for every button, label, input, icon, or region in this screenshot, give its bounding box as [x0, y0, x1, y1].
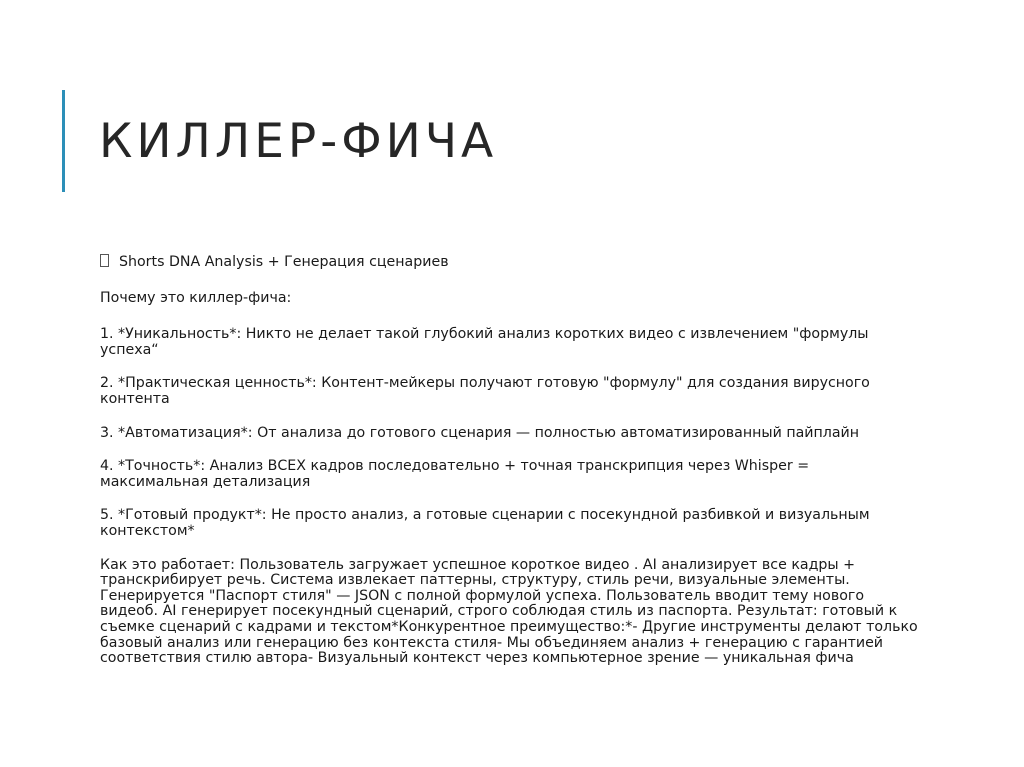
lead-text: Почему это киллер-фича:	[100, 289, 292, 306]
point-practical-value: 2. *Практическая ценность*: Контент-мейкеры получают готовую "формулу" для создания вирусного контента	[100, 375, 870, 407]
point-accuracy: 4. *Точность*: Анализ ВСЕХ кадров последовательно + точная транскрипция через Whisper = максимальная детализация	[100, 458, 810, 490]
point-uniqueness: 1. *Уникальность*: Никто не делает такой глубокий анализ коротких видео с извлечением "формулы успеха“	[100, 326, 869, 358]
intro-text: Shorts DNA Analysis + Генерация сценариев	[119, 254, 449, 270]
slide-body	[100, 254, 920, 685]
point-automation: 3. *Автоматизация*: От анализа до готового сценария — полностью автоматизированный пайплайн	[100, 424, 860, 441]
slide-title: КИЛЛЕР-ФИЧА	[99, 114, 498, 169]
missing-glyph-box-icon	[100, 254, 109, 267]
intro-line	[100, 254, 920, 271]
point-ready-product: 5. *Готовый продукт*: Не просто анализ, а готовые сценарии с посекундной разбивкой и визуальным контекстом*	[100, 507, 870, 539]
title-accent-bar	[62, 90, 65, 192]
how-it-works-paragraph: Как это работает: Пользователь загружает успешное короткое видео . AI анализирует все кадры + транскрибирует речь. Система извлекает паттерны, структуру, стиль речи, визуальные элементы. Генерируется "Паспорт стиля" — JSON с полной формулой успеха. Пользователь вводит тему нового видеоб. AI генерирует посекундный сценарий, строго соблюдая стиль из паспорта. Результат: готовый к съемке сценарий с кадрами и текстом*Конкурентное преимущество:*- Другие инструменты делают только базовый анализ или генерацию без контекста стиля- Мы объединяем анализ + генерацию с гарантией соответствия стилю автора- Визуальный контекст через компьютерное зрение — уникальная фича	[100, 556, 918, 667]
